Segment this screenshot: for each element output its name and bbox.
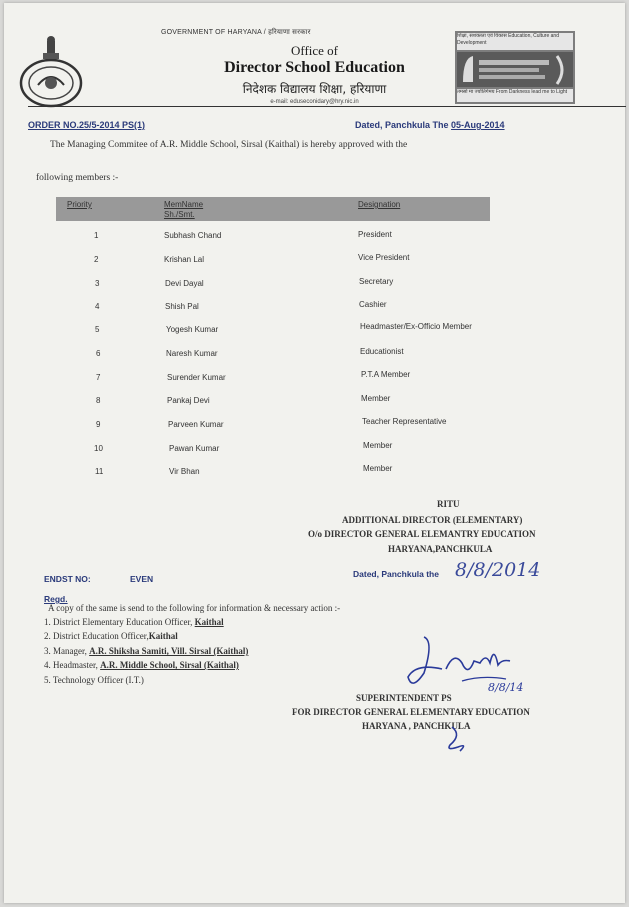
signatory-designation: ADDITIONAL DIRECTOR (ELEMENTARY)	[342, 515, 523, 525]
department-logo	[455, 31, 575, 104]
logo-top-text: शिक्षा, सशक्तता एवं विकास Education, Culture and Development	[457, 33, 573, 50]
header-designation: Designation	[358, 200, 401, 209]
for-director-line: FOR DIRECTOR GENERAL ELEMENTARY EDUCATION	[292, 707, 530, 717]
place-line: HARYANA , PANCHKULA	[362, 721, 471, 731]
recipient-place: Kaithal	[148, 631, 178, 641]
document-page	[4, 3, 625, 903]
table-cell-designation: Member	[363, 441, 393, 450]
table-cell-name: Pankaj Devi	[167, 396, 210, 405]
table-cell-name: Yogesh Kumar	[166, 325, 219, 334]
table-cell-priority: 8	[96, 396, 101, 405]
copy-line: A copy of the same is send to the following for information & necessary action :-	[48, 603, 341, 613]
header-priority: Priority	[67, 200, 92, 209]
handwritten-signature	[402, 633, 542, 693]
recipient-number: 2.	[44, 631, 51, 641]
table-cell-priority: 11	[95, 467, 104, 476]
table-header	[56, 197, 490, 221]
table-cell-designation: P.T.A Member	[361, 370, 411, 379]
recipient-text: Headmaster,	[53, 660, 101, 670]
table-cell-designation: Cashier	[359, 300, 387, 309]
recipient-item	[44, 617, 224, 627]
table-cell-name: Devi Dayal	[165, 279, 204, 288]
recipient-place: Kaithal	[194, 617, 224, 627]
table-cell-priority: 3	[95, 279, 100, 288]
table-cell-priority: 9	[96, 420, 101, 429]
recipient-item	[44, 675, 144, 685]
logo-book-icon	[457, 52, 573, 87]
table-cell-designation: President	[358, 230, 392, 239]
hindi-title: निदेशक विद्यालय शिक्षा, हरियाणा	[242, 82, 387, 96]
recipient-place: A.R. Shiksha Samiti, Vill. Sirsal (Kaithal)	[89, 646, 249, 656]
email-line: e-mail: eduseconidary@hry.nic.in	[270, 99, 359, 105]
superintendent-line: SUPERINTENDENT PS	[356, 693, 452, 703]
recipient-item	[44, 631, 178, 641]
recipient-text: Technology Officer (I.T.)	[52, 675, 144, 685]
recipient-item	[44, 660, 239, 670]
recipient-text: District Education Officer,	[53, 631, 149, 641]
recipient-place: A.R. Middle School, Sirsal (Kaithal)	[100, 660, 239, 670]
office-of-label: Office of	[290, 43, 339, 58]
header-name-line2: Sh./Smt.	[164, 210, 195, 219]
table-cell-designation: Vice President	[358, 253, 410, 262]
table-cell-name: Krishan Lal	[164, 255, 205, 264]
header-name-line1: MemName	[164, 200, 204, 209]
table-cell-priority: 7	[96, 373, 101, 382]
recipient-item	[44, 646, 248, 656]
table-cell-designation: Member	[361, 394, 391, 403]
signatory-office: O/o DIRECTOR GENERAL ELEMANTRY EDUCATION	[308, 529, 536, 539]
logo-graphic	[457, 52, 573, 87]
table-cell-priority: 5	[95, 325, 100, 334]
order-dated	[355, 120, 505, 130]
government-line: GOVERNMENT OF HARYANA / हरियाणा सरकार	[161, 29, 311, 36]
table-cell-designation: Member	[363, 464, 393, 473]
endorsement-dated-label: Dated, Panchkula the	[353, 569, 439, 579]
table-cell-name: Vir Bhan	[169, 467, 200, 476]
table-cell-name: Subhash Chand	[164, 231, 222, 240]
handwritten-date: 8/8/2014	[455, 559, 541, 581]
order-number: ORDER NO.25/5-2014 PS(1)	[28, 120, 146, 130]
table-cell-designation: Educationist	[360, 347, 404, 356]
table-cell-priority: 10	[94, 444, 103, 453]
recipient-number: 3.	[44, 646, 51, 656]
regd-label: Regd.	[44, 594, 68, 604]
handwritten-initial	[444, 725, 474, 753]
table-cell-designation: Secretary	[359, 277, 394, 286]
recipient-number: 1.	[44, 617, 51, 627]
logo-bottom-text: तमसो मा ज्योतिर्गमय From Darkness lead me to Light	[457, 89, 573, 102]
signatory-name: RITU	[437, 499, 460, 509]
table-cell-name: Surender Kumar	[167, 373, 226, 382]
table-cell-designation: Headmaster/Ex-Officio Member	[360, 322, 472, 331]
table-cell-priority: 1	[94, 231, 99, 240]
endorsement-label: ENDST NO:	[44, 574, 91, 584]
endorsement-number: EVEN	[130, 574, 154, 584]
header-rule	[28, 106, 626, 107]
recipient-text: District Elementary Education Officer,	[53, 617, 195, 627]
table-cell-designation: Teacher Representative	[362, 417, 447, 426]
signature-date: 8/8/14	[488, 681, 524, 693]
body-paragraph: The Managing Commitee of A.R. Middle School, Sirsal (Kaithal) is hereby approved with the	[50, 140, 408, 150]
order-dated-prefix: Dated, Panchkula The	[355, 120, 452, 130]
recipient-text: Manager,	[53, 646, 90, 656]
body-paragraph-continued: following members :-	[36, 173, 119, 183]
order-date: 05-Aug-2014	[451, 120, 505, 130]
recipient-number: 5.	[44, 675, 51, 685]
table-cell-name: Pawan Kumar	[169, 444, 220, 453]
letterhead-title: Director School Education	[224, 59, 405, 76]
table-cell-priority: 6	[96, 349, 101, 358]
table-cell-name: Naresh Kumar	[166, 349, 218, 358]
recipient-number: 4.	[44, 660, 51, 670]
table-cell-priority: 2	[94, 255, 99, 264]
table-cell-name: Parveen Kumar	[168, 420, 224, 429]
table-cell-name: Shish Pal	[165, 302, 199, 311]
signatory-location: HARYANA,PANCHKULA	[388, 544, 493, 554]
table-cell-priority: 4	[95, 302, 100, 311]
